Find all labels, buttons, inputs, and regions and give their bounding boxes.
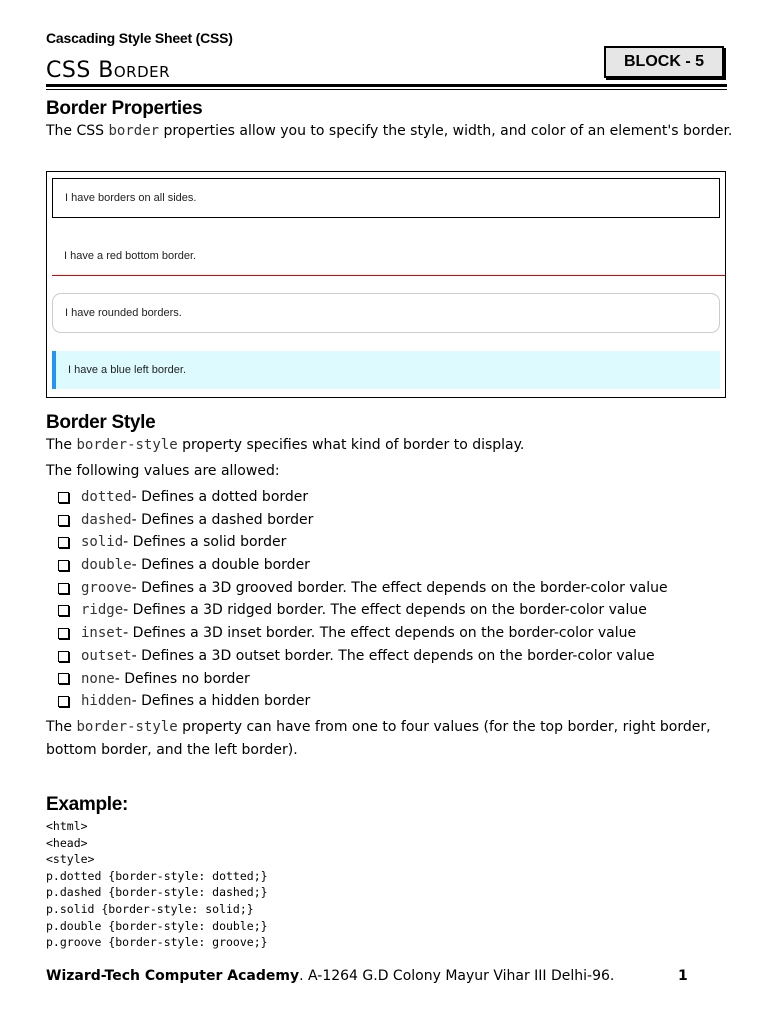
demo-all-borders: I have borders on all sides.: [52, 178, 720, 218]
list-item: [56, 668, 668, 691]
value-desc: - Defines a 3D grooved border. The effect depends on the border-color value: [131, 579, 668, 596]
value-desc: - Defines no border: [114, 670, 250, 687]
value-code: inset: [81, 625, 124, 642]
value-desc: - Defines a 3D inset border. The effect depends on the border-color value: [123, 625, 637, 642]
list-item: [56, 645, 668, 668]
value-code: dashed: [81, 511, 132, 528]
checkbox-bullet-icon: [58, 583, 69, 594]
checkbox-bullet-icon: [58, 537, 69, 548]
checkbox-bullet-icon: [58, 673, 69, 684]
border-style-values-list: [56, 486, 668, 713]
code-line: <head>: [46, 835, 88, 850]
value-desc: - Defines a double border: [131, 557, 310, 574]
demo-rounded-borders: I have rounded borders.: [52, 293, 720, 333]
value-desc: - Defines a solid border: [123, 534, 287, 551]
value-code: outset: [81, 647, 132, 664]
value-code: groove: [81, 579, 132, 596]
border-style-intro: [46, 434, 524, 457]
border-style-closing: [46, 716, 736, 762]
value-code: none: [81, 670, 115, 687]
value-code: dotted: [81, 489, 132, 505]
value-desc: - Defines a dashed border: [131, 511, 314, 528]
page-number: 1: [678, 968, 688, 984]
demo-blue-left-border: I have a blue left border.: [52, 351, 720, 389]
document-subject: Cascading Style Sheet (CSS): [46, 30, 233, 46]
page-title: CSS Border: [46, 58, 171, 83]
checkbox-bullet-icon: [58, 696, 69, 707]
checkbox-bullet-icon: [58, 628, 69, 639]
intro-text-end: properties allow you to specify the style, width, and color of an element's border.: [159, 123, 733, 139]
list-item: [56, 509, 668, 532]
code-line: p.groove {border-style: groove;}: [46, 935, 268, 950]
demo-red-bottom-border: I have a red bottom border.: [52, 236, 725, 276]
text: The: [46, 719, 77, 735]
title-rule-thin: [46, 89, 727, 90]
intro-text: The CSS: [46, 123, 109, 139]
list-item: [56, 531, 668, 554]
checkbox-bullet-icon: [58, 605, 69, 616]
section-heading-example: Example:: [46, 794, 129, 815]
value-code: hidden: [81, 693, 132, 710]
list-item: [56, 599, 668, 622]
code-line: p.double {border-style: double;}: [46, 918, 268, 933]
allowed-values-intro: The following values are allowed:: [46, 463, 280, 479]
text: The: [46, 437, 77, 453]
list-item: [56, 622, 668, 645]
value-code: solid: [81, 534, 124, 551]
block-badge: BLOCK - 5: [604, 46, 724, 78]
code-line: <style>: [46, 852, 95, 867]
inline-code: border-style: [76, 437, 178, 453]
value-desc: - Defines a hidden border: [131, 693, 311, 710]
border-properties-intro: [46, 120, 736, 143]
value-code: double: [81, 557, 132, 574]
checkbox-bullet-icon: [58, 651, 69, 662]
list-item: [56, 486, 668, 509]
code-line: p.solid {border-style: solid;}: [46, 901, 254, 916]
academy-name: Wizard-Tech Computer Academy: [46, 968, 300, 984]
inline-code: border-style: [76, 719, 178, 735]
title-rule: [46, 84, 727, 87]
section-heading-border-properties: Border Properties: [46, 98, 203, 119]
text: property specifies what kind of border to display.: [177, 437, 525, 453]
list-item: [56, 577, 668, 600]
checkbox-bullet-icon: [58, 560, 69, 571]
value-desc: - Defines a 3D outset border. The effect depends on the border-color value: [131, 647, 655, 664]
list-item: [56, 554, 668, 577]
code-line: p.dashed {border-style: dashed;}: [46, 885, 268, 900]
border-demo-box: [46, 171, 726, 398]
value-desc: - Defines a dotted border: [131, 489, 309, 505]
value-desc: - Defines a 3D ridged border. The effect depends on the border-color value: [123, 602, 647, 619]
value-code: ridge: [81, 602, 124, 619]
example-code-block: [46, 818, 268, 951]
checkbox-bullet-icon: [58, 515, 69, 526]
code-line: p.dotted {border-style: dotted;}: [46, 868, 268, 883]
inline-code: border: [108, 123, 160, 139]
list-item: [56, 690, 668, 713]
page-footer: [46, 968, 696, 984]
text: property can have from one to four values (for the top border, right border, bottom border, and the left border).: [46, 719, 711, 758]
checkbox-bullet-icon: [58, 492, 69, 503]
academy-address: . A-1264 G.D Colony Mayur Vihar III Delhi-96.: [299, 968, 615, 984]
section-heading-border-style: Border Style: [46, 412, 156, 433]
code-line: <html>: [46, 819, 88, 833]
